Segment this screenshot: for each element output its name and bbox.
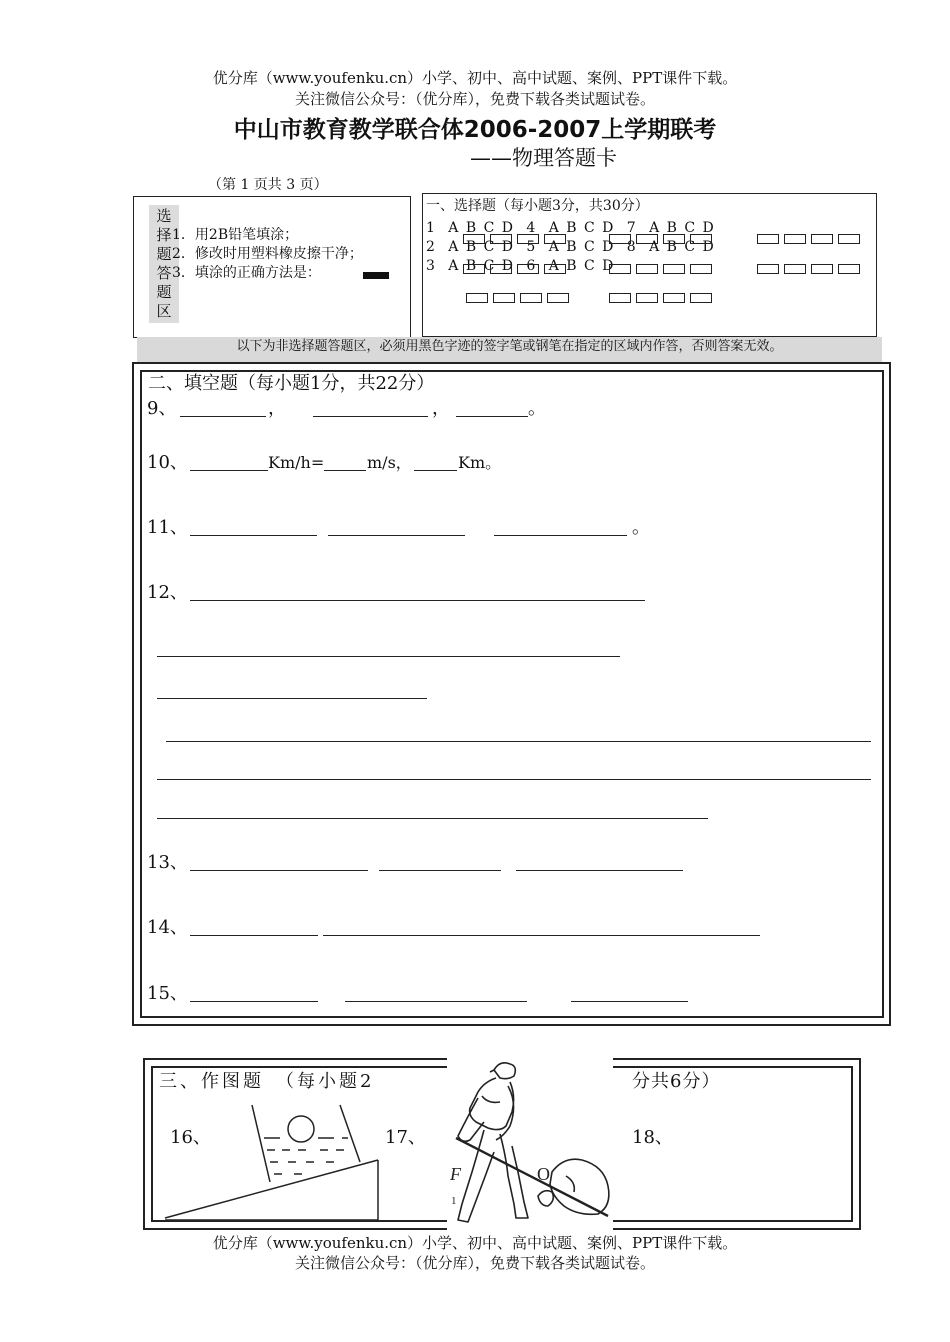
bubble[interactable] bbox=[757, 234, 779, 244]
q9-blank-2[interactable] bbox=[313, 416, 428, 417]
bubble[interactable] bbox=[547, 293, 569, 303]
q10-blank-1[interactable] bbox=[190, 470, 268, 471]
q13-label: 13、 bbox=[147, 852, 188, 873]
instruction-1: 1．用2B铅笔填涂； bbox=[172, 227, 299, 243]
q12-label: 12、 bbox=[147, 582, 188, 603]
bubble-group-q8[interactable] bbox=[757, 264, 865, 274]
q12-line-3[interactable] bbox=[157, 698, 427, 699]
mcq-row-1: 1 A B C D 4 A B C D 7 A B C D bbox=[426, 220, 716, 236]
q11-end: 。 bbox=[632, 517, 650, 538]
bubble[interactable] bbox=[663, 293, 685, 303]
q16-label: 16、 bbox=[170, 1127, 211, 1148]
q12-line-5[interactable] bbox=[157, 779, 871, 780]
bubble[interactable] bbox=[690, 264, 712, 274]
lever-worker-figure[interactable] bbox=[448, 1056, 613, 1231]
bubble-group-q2[interactable] bbox=[463, 264, 571, 274]
q9-label: 9、 bbox=[147, 398, 177, 419]
q14-blank-1[interactable] bbox=[190, 935, 318, 936]
bubble[interactable] bbox=[784, 234, 806, 244]
fill-section-inner-border bbox=[140, 370, 884, 1018]
q15-label: 15、 bbox=[147, 983, 188, 1004]
bubble-group-q5[interactable] bbox=[609, 264, 717, 274]
q11-blank-3[interactable] bbox=[494, 535, 627, 536]
header-wechat-line: 关注微信公众号：（优分库），免费下载各类试题试卷。 bbox=[294, 90, 655, 108]
q13-blank-1[interactable] bbox=[190, 870, 368, 871]
mcq-section-title: 一、选择题（每小题3分，共30分） bbox=[426, 198, 649, 214]
q15-blank-2[interactable] bbox=[345, 1001, 527, 1002]
footer-wechat-line: 关注微信公众号：（优分库），免费下载各类试题试卷。 bbox=[294, 1254, 655, 1272]
force-label-f: F bbox=[450, 1164, 461, 1184]
page-title: 中山市教育教学联合体2006-2007上学期联考 bbox=[233, 117, 717, 143]
bubble[interactable] bbox=[636, 264, 658, 274]
bubble[interactable] bbox=[609, 234, 631, 244]
q12-line-6[interactable] bbox=[157, 818, 708, 819]
bubble[interactable] bbox=[520, 293, 542, 303]
q11-blank-2[interactable] bbox=[328, 535, 465, 536]
q9-sep-2: ， bbox=[432, 398, 450, 419]
q14-label: 14、 bbox=[147, 917, 188, 938]
bubble[interactable] bbox=[663, 264, 685, 274]
bubble[interactable] bbox=[811, 264, 833, 274]
bubble[interactable] bbox=[757, 264, 779, 274]
fill-section-title: 二、填空题（每小题1分，共22分） bbox=[148, 373, 435, 394]
bubble[interactable] bbox=[517, 264, 539, 274]
bubble[interactable] bbox=[544, 234, 566, 244]
q12-line-2[interactable] bbox=[157, 656, 620, 657]
q10-label: 10、 bbox=[147, 452, 188, 473]
bubble[interactable] bbox=[690, 293, 712, 303]
mcq-row-2: 2 A B C D 5 A B C D 8 A B C D bbox=[426, 239, 716, 255]
q9-sep-1: ， bbox=[268, 398, 286, 419]
instruction-2: 2．修改时用塑料橡皮擦干净； bbox=[172, 246, 363, 262]
q17-label: 17、 bbox=[385, 1127, 426, 1148]
bubble[interactable] bbox=[490, 234, 512, 244]
q10-unit-1: Km/h= bbox=[268, 453, 325, 472]
draw-section-title-right: 分共6分） bbox=[632, 1071, 721, 1092]
q18-label: 18、 bbox=[632, 1127, 673, 1148]
bubble[interactable] bbox=[811, 234, 833, 244]
bubble-group-q1[interactable] bbox=[463, 234, 571, 244]
q13-blank-3[interactable] bbox=[516, 870, 683, 871]
bubble[interactable] bbox=[463, 264, 485, 274]
q10-blank-2[interactable] bbox=[324, 470, 366, 471]
q9-blank-1[interactable] bbox=[180, 416, 266, 417]
q10-blank-3[interactable] bbox=[414, 470, 457, 471]
bubble[interactable] bbox=[517, 234, 539, 244]
q10-unit-2: m/s， bbox=[367, 453, 412, 472]
q15-blank-1[interactable] bbox=[190, 1001, 318, 1002]
bubble[interactable] bbox=[466, 293, 488, 303]
bubble[interactable] bbox=[636, 293, 658, 303]
bubble-group-q7[interactable] bbox=[757, 234, 865, 244]
bubble[interactable] bbox=[463, 234, 485, 244]
bubble-group-q6[interactable] bbox=[609, 293, 717, 303]
q9-end: 。 bbox=[528, 398, 546, 419]
draw-section-title-left: 三、作图题 （每小题2 bbox=[159, 1071, 375, 1092]
header-ad-line: 优分库（www.youfenku.cn）小学、初中、高中试题、案例、PPT课件下载。 bbox=[212, 69, 738, 87]
q11-label: 11、 bbox=[147, 517, 188, 538]
instruction-3: 3．填涂的正确方法是： bbox=[172, 265, 321, 281]
bubble[interactable] bbox=[544, 264, 566, 274]
footer-ad-line: 优分库（www.youfenku.cn）小学、初中、高中试题、案例、PPT课件下载。 bbox=[212, 1234, 738, 1252]
q14-blank-2[interactable] bbox=[323, 935, 760, 936]
q12-line-1[interactable] bbox=[190, 600, 645, 601]
q15-blank-3[interactable] bbox=[571, 1001, 688, 1002]
q9-blank-3[interactable] bbox=[456, 416, 528, 417]
page-number-info: （第 1 页共 3 页） bbox=[208, 177, 328, 193]
page-subtitle: ——物理答题卡 bbox=[470, 146, 617, 170]
q13-blank-2[interactable] bbox=[379, 870, 501, 871]
bubble-group-q4[interactable] bbox=[609, 234, 717, 244]
fulcrum-label-o: O bbox=[537, 1164, 550, 1184]
mcq-row-3: 3 A B C D 6 A B C D bbox=[426, 258, 615, 274]
bubble[interactable] bbox=[838, 264, 860, 274]
bubble[interactable] bbox=[493, 293, 515, 303]
q12-line-4[interactable] bbox=[166, 741, 871, 742]
answer-area-notice: 以下为非选择题答题区，必须用黑色字迹的签字笔或钢笔在指定的区域内作答，否则答案无效。 bbox=[137, 337, 882, 362]
bubble[interactable] bbox=[690, 234, 712, 244]
bubble[interactable] bbox=[663, 234, 685, 244]
incline-container-figure[interactable] bbox=[160, 1100, 385, 1225]
q10-unit-3: Km。 bbox=[458, 453, 502, 472]
bubble[interactable] bbox=[490, 264, 512, 274]
correct-fill-sample-icon bbox=[363, 272, 389, 279]
bubble[interactable] bbox=[838, 234, 860, 244]
q11-blank-1[interactable] bbox=[190, 535, 317, 536]
bubble[interactable] bbox=[636, 234, 658, 244]
bubble-group-q3[interactable] bbox=[466, 293, 574, 303]
bubble[interactable] bbox=[784, 264, 806, 274]
bubble[interactable] bbox=[609, 293, 631, 303]
bubble[interactable] bbox=[609, 264, 631, 274]
mcq-side-label: 选 择 题 答 题 区 bbox=[149, 205, 179, 323]
force-label-subscript: 1 bbox=[451, 1195, 457, 1207]
